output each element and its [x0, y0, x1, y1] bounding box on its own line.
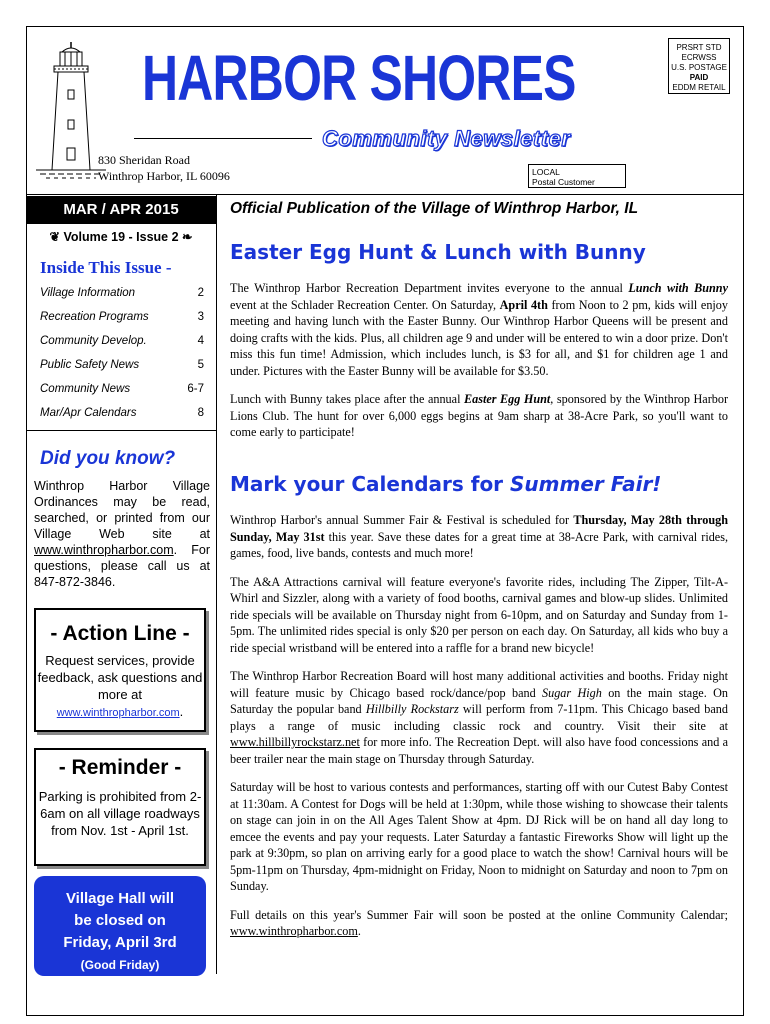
text: will perform from 7-11pm. This Chicago based band plays a range of music including classic rock and country. Visit their site at [230, 702, 728, 733]
text: The Winthrop Harbor Recreation Department invites everyone to the annual [230, 281, 629, 295]
lighthouse-icon [36, 40, 106, 190]
text: on the main stage. On Saturday the popular band [230, 685, 729, 716]
hall-line-1: Village Hall will [65, 890, 175, 907]
toc-row [40, 406, 204, 430]
newsletter-title: HARBOR SHORES [142, 42, 576, 114]
text: Full details on this year's Summer Fair will soon be posted at the online Community Calendar; [230, 907, 728, 922]
ornament-right-icon: ❧ [182, 230, 193, 244]
hall-line-3: Friday, April 3rd [63, 934, 177, 951]
fair-paragraph-4: Saturday will be host to various contests and performances, starting off with our Cutest Baby Contest at 11:30am. A Contest for Dogs will be held at 1:30pm, while those wishing to showcase their talents on stage can join in on the All Ages Talent Show at 4pm. DJ Rick will be on hand all day long to emcee the events and pay your requests. Later Saturday a fantastic Fireworks Show will light up the park at 9:30pm, so plan on arriving early for a good place to watch the show! Carnival hours will be 5pm-11pm on Thursday, 4pm-midnight on Friday, Noon to midnight on Saturday and noon to 7pm on Sunday. [230, 780, 728, 893]
address-line-1: 830 Sheridan Road [98, 153, 190, 167]
community-calendar-link[interactable]: www.winthropharbor.com [230, 924, 358, 938]
text: Lunch with Bunny takes place after the annual [230, 392, 464, 406]
volume-text: Volume 19 - Issue 2 [63, 230, 179, 244]
local-postal-customer [528, 164, 626, 188]
toc-label: Community News [40, 383, 131, 395]
event-name: Lunch with Bunny [628, 281, 728, 295]
did-you-know-text-2: . For questions, please call us at 847-872-3846. [34, 543, 210, 589]
reminder-title: - Reminder - [58, 756, 182, 779]
postal-line: PAID [689, 73, 709, 82]
toc-row [40, 286, 204, 310]
easter-paragraph-2 [230, 391, 728, 441]
fair-paragraph-5 [230, 907, 728, 940]
hall-line-2: be closed on [74, 912, 166, 929]
headline-text: Mark your Calendars for [230, 472, 511, 496]
action-line-box [34, 608, 206, 732]
local-line: Postal Customer [532, 177, 595, 187]
postal-line: PRSRT STD [676, 43, 722, 52]
postal-line: EDDM RETAIL [672, 83, 726, 92]
fair-article [230, 512, 728, 952]
toc-row [40, 334, 204, 358]
local-line: LOCAL [532, 167, 560, 177]
issue-date: MAR / APR 2015 [26, 196, 216, 224]
village-website-link[interactable]: www.winthropharbor.com [34, 543, 174, 557]
toc-page: 6-7 [187, 383, 204, 395]
text: for more info. The Recreation Dept. will also have food concessions and a beer trailer near the main stage on Thursday through Saturday. [230, 735, 728, 766]
fair-paragraph-3 [230, 668, 728, 767]
toc-label: Mar/Apr Calendars [40, 407, 137, 419]
text: from Noon to 2 pm, kids will enjoy meeting and having lunch with the Easter Bunny. Our Winthrop Harbor Queens will be present and doing crafts with the kids. Plus, all children age 9 and under will be entered to win a door prize. Don't miss this fun time! Admission, which includes lunch, is $3 for all, and $1 for children age 1 and under. Pictures with the Easter Bunny will be available for $3.50. [230, 297, 728, 378]
toc-page: 4 [197, 335, 204, 347]
table-of-contents [40, 286, 204, 430]
toc-row [40, 382, 204, 406]
easter-headline: Easter Egg Hunt & Lunch with Bunny [230, 240, 646, 264]
top-rule [26, 194, 744, 195]
action-line-suffix: . [179, 704, 184, 719]
did-you-know-title: Did you know? [40, 448, 176, 469]
text: The Winthrop Harbor Recreation Board will host many additional activities and booths. Friday night will feature music by Chicago based rock/dance/pop band [230, 669, 728, 700]
toc-page: 8 [197, 407, 204, 419]
toc-label: Community Develop. [40, 335, 147, 347]
band-website-link[interactable]: www.hillbillyrockstarz.net [230, 735, 360, 749]
action-line-link[interactable]: www.winthropharbor.com [56, 707, 180, 719]
toc-row [40, 358, 204, 382]
toc-page: 2 [197, 287, 204, 299]
postal-indicia [668, 38, 730, 94]
address-line-2: Winthrop Harbor, IL 60096 [98, 169, 230, 183]
easter-article [230, 280, 728, 453]
village-hall-closed-box [34, 876, 206, 976]
toc-page: 3 [197, 311, 204, 323]
did-you-know-body [34, 478, 210, 590]
action-line-text: Request services, provide feedback, ask questions and more at [37, 653, 203, 702]
text: , sponsored by the Winthrop Harbor Lions Club. The hunt for over 6,000 eggs begins at 9am sharp at 38-Acre Park, so you'll want to come early to participate! [230, 392, 728, 439]
text: this year. Save these dates for a great time at 38-Acre Park, with carnival rides, games, food, live bands, contests and much more! [230, 529, 729, 560]
action-line-body [36, 652, 204, 722]
fair-paragraph-2: The A&A Attractions carnival will feature everyone's favorite rides, including The Zipper, Tilt-A-Whirl and Sizzler, along with a variety of food booths, carnival games and blow-up slides. Unlimited ride specials will be available on Thursday night from 6-10pm, and on Saturday and Sunday from 1-5pm. The unlimited rides special is only $20 per person on each day. On Saturday, all kids who buy a ride special wristband will be entered into a raffle for a brand new bicycle! [230, 574, 728, 655]
volume-issue [26, 229, 216, 244]
newsletter-subtitle: Community Newsletter [322, 126, 571, 151]
event-date: April 4th [499, 297, 548, 312]
inside-this-issue-title: Inside This Issue - [40, 258, 172, 277]
fair-paragraph-1 [230, 512, 728, 562]
left-rule [26, 430, 216, 431]
headline-emphasis: Summer Fair! [510, 472, 662, 496]
fair-dates: Thursday, May 28th through Sunday, May 31st [230, 513, 728, 544]
toc-label: Public Safety News [40, 359, 140, 371]
toc-label: Recreation Programs [40, 311, 149, 323]
text: Winthrop Harbor's annual Summer Fair & Festival is scheduled for [230, 513, 574, 527]
hall-sub: (Good Friday) [80, 958, 160, 972]
band-name: Hillbilly Rockstarz [365, 702, 459, 716]
column-divider [216, 194, 217, 974]
reminder-box [34, 748, 206, 866]
text: event at the Schlader Recreation Center. On Saturday, [230, 297, 500, 312]
address [98, 152, 230, 184]
fair-headline [230, 472, 661, 496]
action-line-title: - Action Line - [50, 622, 190, 645]
reminder-text: Parking is prohibited from 2-6am on all village roadways from Nov. 1st - April 1st. [38, 789, 202, 838]
masthead-rule [134, 138, 312, 139]
text: . [357, 924, 361, 938]
event-name: Easter Egg Hunt [463, 392, 551, 406]
band-name: Sugar High [542, 685, 602, 700]
toc-row [40, 310, 204, 334]
toc-label: Village Information [40, 287, 136, 299]
postal-line: U.S. POSTAGE [671, 63, 727, 72]
toc-page: 5 [197, 359, 204, 371]
easter-paragraph-1 [230, 280, 728, 379]
official-publication-line: Official Publication of the Village of Winthrop Harbor, IL [230, 200, 639, 217]
did-you-know-text: Winthrop Harbor Village Ordinances may be read, searched, or printed from our Village Web site at [34, 479, 210, 541]
ornament-left-icon: ❦ [49, 230, 60, 244]
postal-line: ECRWSS [681, 53, 717, 62]
